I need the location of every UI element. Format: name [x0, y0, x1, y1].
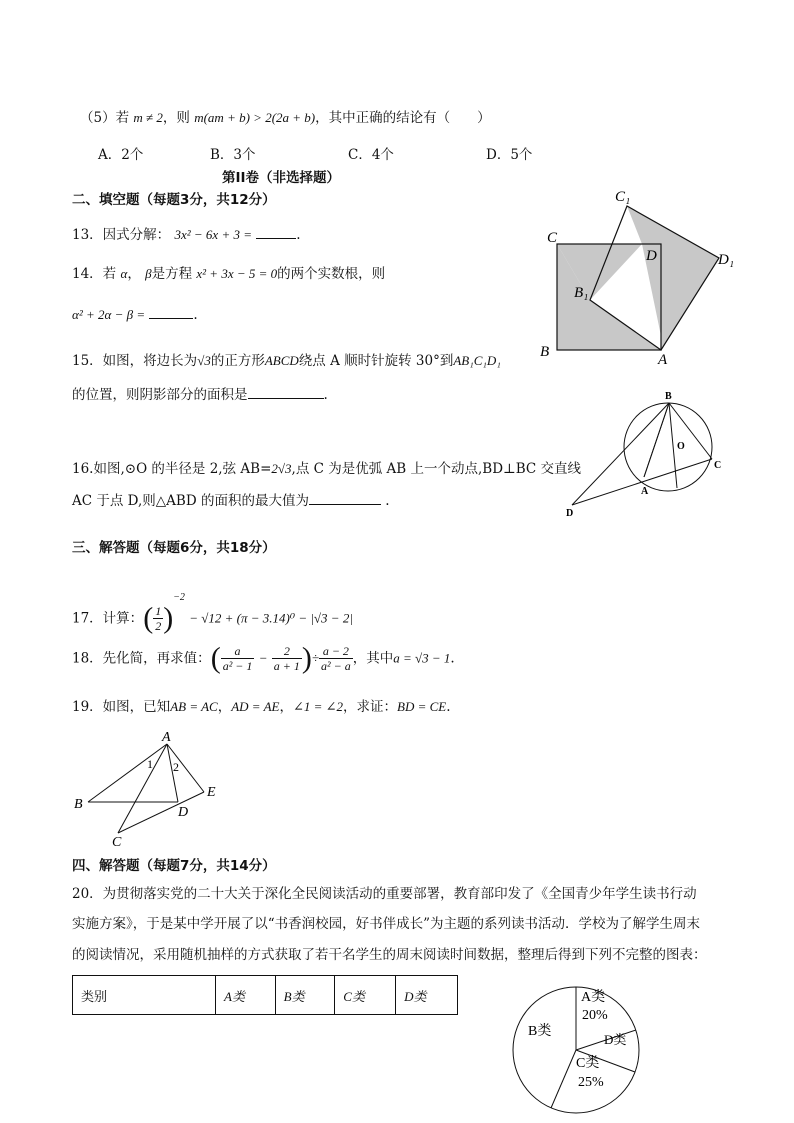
table-header-cell: 类别	[73, 976, 216, 1015]
q13-expr: 3x² − 6x + 3 =	[174, 227, 252, 242]
q16-line2-text: AC 于点 D,则△ABD 的面积的最大值为	[72, 493, 309, 509]
label-c1: C₁	[615, 189, 631, 205]
q16-text2: ,点 C 为是优弧 AB 上一个动点,BD⊥BC 交直线	[291, 461, 582, 477]
q19-end: .	[446, 699, 451, 715]
option-d: D．5个	[486, 147, 533, 163]
segment-bo	[669, 403, 677, 488]
q16-line1	[72, 459, 581, 479]
q5-expr: m(am + b) > 2(2a + b)	[194, 110, 316, 125]
option-a: A．2个	[98, 147, 144, 163]
q19-prove: ，求证：	[343, 699, 398, 715]
label-a: A	[641, 486, 649, 497]
circle-o	[624, 403, 712, 491]
label-angle2: 2	[173, 760, 179, 774]
q18-f3-den: a² − a	[321, 659, 351, 673]
label-b: B	[540, 344, 550, 360]
q14-end: .	[193, 307, 198, 323]
pie-pct-c: 25%	[578, 1075, 604, 1090]
q18-f2-den: a + 1	[273, 659, 300, 673]
q17-paren-close: )	[163, 601, 174, 635]
q5-prefix: （5）若	[80, 110, 130, 126]
q14-equation: x² + 3x − 5 = 0	[196, 266, 278, 281]
q17-exp: −2	[173, 592, 185, 603]
q13-end: .	[296, 227, 301, 243]
segment-dc	[572, 459, 712, 505]
table-header-cell: C类	[335, 976, 396, 1015]
label-e: E	[207, 785, 216, 800]
table-row	[73, 976, 458, 1015]
q19-c2: AD = AE	[231, 699, 280, 714]
section2-title: 第II卷（非选择题）	[222, 170, 341, 186]
q14-line2	[72, 304, 198, 325]
label-d: D	[178, 805, 189, 820]
q18-frac3	[319, 644, 353, 673]
q14-line1	[72, 264, 385, 284]
pie-chart	[508, 980, 648, 1120]
q18-frac1	[221, 644, 255, 673]
pie-label-d: D类	[604, 1032, 627, 1047]
part3-header: 三、解答题（每题6分，共18分）	[72, 540, 276, 556]
pie-label-c: C类	[576, 1056, 600, 1071]
table-header-cell: A类	[216, 976, 276, 1015]
q18-where: ，其中	[352, 650, 394, 667]
q5-cond: m ≠ 2	[133, 110, 163, 125]
q16-text1: 16.如图,⊙O 的半径是 2,弦 AB=	[72, 461, 272, 477]
q16-answer-blank[interactable]	[309, 490, 381, 505]
q18-frac2	[272, 644, 302, 673]
q19-c3: ∠1 = ∠2	[292, 699, 344, 714]
label-b1: B₁	[574, 285, 589, 301]
q19-c1: AB = AC	[170, 699, 218, 714]
q14-text1: 14．若	[72, 266, 117, 282]
q19-text: 19．如图，已知	[72, 699, 171, 715]
part2-header: 二、填空题（每题3分，共12分）	[72, 192, 276, 208]
label-d1: D₁	[718, 252, 735, 268]
q15-line2-text: 的位置，则阴影部分的面积是	[72, 387, 248, 403]
label-c: C	[547, 230, 558, 246]
q18-div: ÷	[311, 650, 320, 666]
q18-text: 18．先化简，再求值：	[72, 650, 211, 667]
q14-text3: 的两个实数根，则	[277, 266, 386, 282]
q17-paren-open: (	[143, 601, 154, 635]
q14-comma: ，	[127, 266, 141, 282]
q20-line1: 20．为贯彻落实党的二十大关于深化全民阅读活动的重要部署，教育部印发了《全国青少年学生读书行动	[72, 886, 697, 902]
q15-end: .	[323, 387, 328, 403]
q15-square: ABCD	[264, 353, 299, 368]
label-a: A	[162, 730, 171, 745]
q15-shaded-region-2	[627, 206, 719, 350]
option-c: C．4个	[348, 147, 394, 163]
q17-frac-num: 1	[155, 604, 162, 618]
pie-pct-a: 20%	[582, 1008, 608, 1023]
q16-line2	[72, 490, 390, 511]
q13-text: 13．因式分解：	[72, 227, 171, 243]
label-d: D	[566, 508, 574, 519]
q18-minus: −	[258, 650, 268, 666]
q19-sep2: ，	[279, 699, 293, 715]
table-header-cell: B类	[275, 976, 335, 1015]
q17-line	[72, 578, 353, 639]
q19-figure	[70, 728, 230, 848]
q5-mid: ，则	[162, 110, 190, 126]
pie-label-b: B类	[528, 1024, 552, 1039]
q18-paren-open: (	[210, 641, 221, 675]
q14-text2: 是方程	[151, 266, 193, 282]
label-c: C	[112, 835, 122, 850]
q16-figure	[562, 390, 732, 520]
segment-ac	[118, 744, 167, 833]
q17-frac	[153, 604, 163, 633]
label-d: D	[646, 248, 657, 264]
segment-bd	[572, 403, 669, 505]
label-c: C	[714, 460, 722, 471]
q16-end: .	[385, 493, 390, 509]
label-a: A	[658, 352, 668, 368]
label-o: O	[677, 441, 685, 452]
label-angle1: 1	[147, 757, 153, 771]
q17-text: 17．计算：	[72, 610, 144, 627]
q15-figure	[538, 186, 758, 368]
segment-ao	[644, 403, 669, 477]
q20-line2: 实施方案》，于是某中学开展了以“书香润校园，好书伴成长”为主题的系列读书活动．学校为了解学生周末	[72, 916, 701, 932]
q14-expr2: α² + 2α − β =	[72, 307, 146, 322]
q15-text2: 的正方形	[210, 353, 265, 369]
q16-val: 2√3	[271, 461, 292, 476]
q15-text1: 15．如图，将边长为	[72, 353, 198, 369]
q18-aval: a = √3 − 1	[393, 650, 451, 666]
q18-f1-den: a² − 1	[222, 659, 253, 673]
segment-ab	[88, 744, 167, 802]
q15-sqrt: √3	[197, 353, 211, 368]
pie-label-a: A类	[581, 990, 606, 1005]
q13-line	[72, 224, 301, 245]
q15-line1	[72, 351, 501, 371]
q13-answer-blank[interactable]	[256, 224, 296, 239]
q14-answer-blank[interactable]	[149, 304, 193, 319]
q17-frac-den: 2	[155, 619, 162, 633]
part4-header: 四、解答题（每题7分，共14分）	[72, 858, 276, 874]
q15-answer-blank[interactable]	[248, 384, 324, 399]
q19-sep1: ，	[217, 699, 232, 715]
q18-end: .	[450, 650, 455, 667]
q19-c4: BD = CE	[397, 699, 447, 714]
option-b: B．3个	[210, 147, 256, 163]
q5-line	[80, 108, 491, 128]
q18-f1-num: a	[221, 644, 255, 659]
q15-square2: AB₁C₁D₁	[453, 353, 501, 368]
category-table	[72, 975, 458, 1015]
q14-alpha: α	[120, 266, 128, 281]
q5-suffix: ，其中正确的结论有（ ）	[315, 110, 491, 126]
q15-line2	[72, 384, 328, 405]
q14-beta: β	[145, 266, 152, 281]
q18-line	[72, 638, 455, 679]
q18-f3-num: a − 2	[319, 644, 353, 659]
q18-f2-num: 2	[272, 644, 302, 659]
segment-bc	[669, 403, 712, 459]
q17-rest: − √12 + (π − 3.14)⁰ − |√3 − 2|	[189, 610, 353, 626]
label-b: B	[74, 797, 83, 812]
q18-paren-close: )	[301, 641, 312, 675]
q19-line	[72, 697, 451, 717]
q15-text3: 绕点 A 顺时针旋转 30°到	[298, 353, 454, 369]
q20-line3: 的阅读情况，采用随机抽样的方式获取了若干名学生的周末阅读时间数据，整理后得到下列不完整的图表：	[72, 947, 707, 963]
segment-ce	[118, 792, 204, 833]
label-b: B	[665, 391, 672, 402]
table-header-cell: D类	[396, 976, 458, 1015]
